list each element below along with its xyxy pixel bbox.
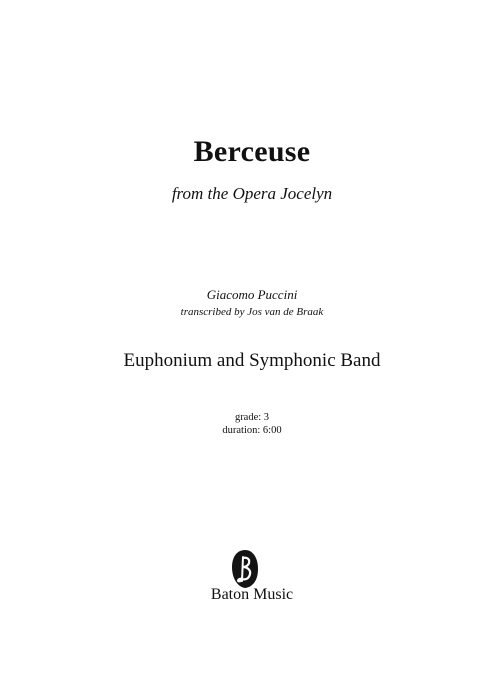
instrumentation: Euphonium and Symphonic Band: [123, 350, 381, 371]
duration-info: duration: 6:00: [222, 425, 282, 436]
composer-name: Giacomo Puccini: [206, 287, 298, 302]
page-title: Berceuse: [193, 135, 311, 168]
publisher-name: Baton Music: [210, 586, 294, 603]
arranger-credit: transcribed by Jos van de Braak: [180, 306, 324, 318]
baton-music-logo-icon: [230, 549, 260, 589]
grade-info: grade: 3: [234, 412, 270, 423]
page-subtitle: from the Opera Jocelyn: [171, 184, 333, 203]
